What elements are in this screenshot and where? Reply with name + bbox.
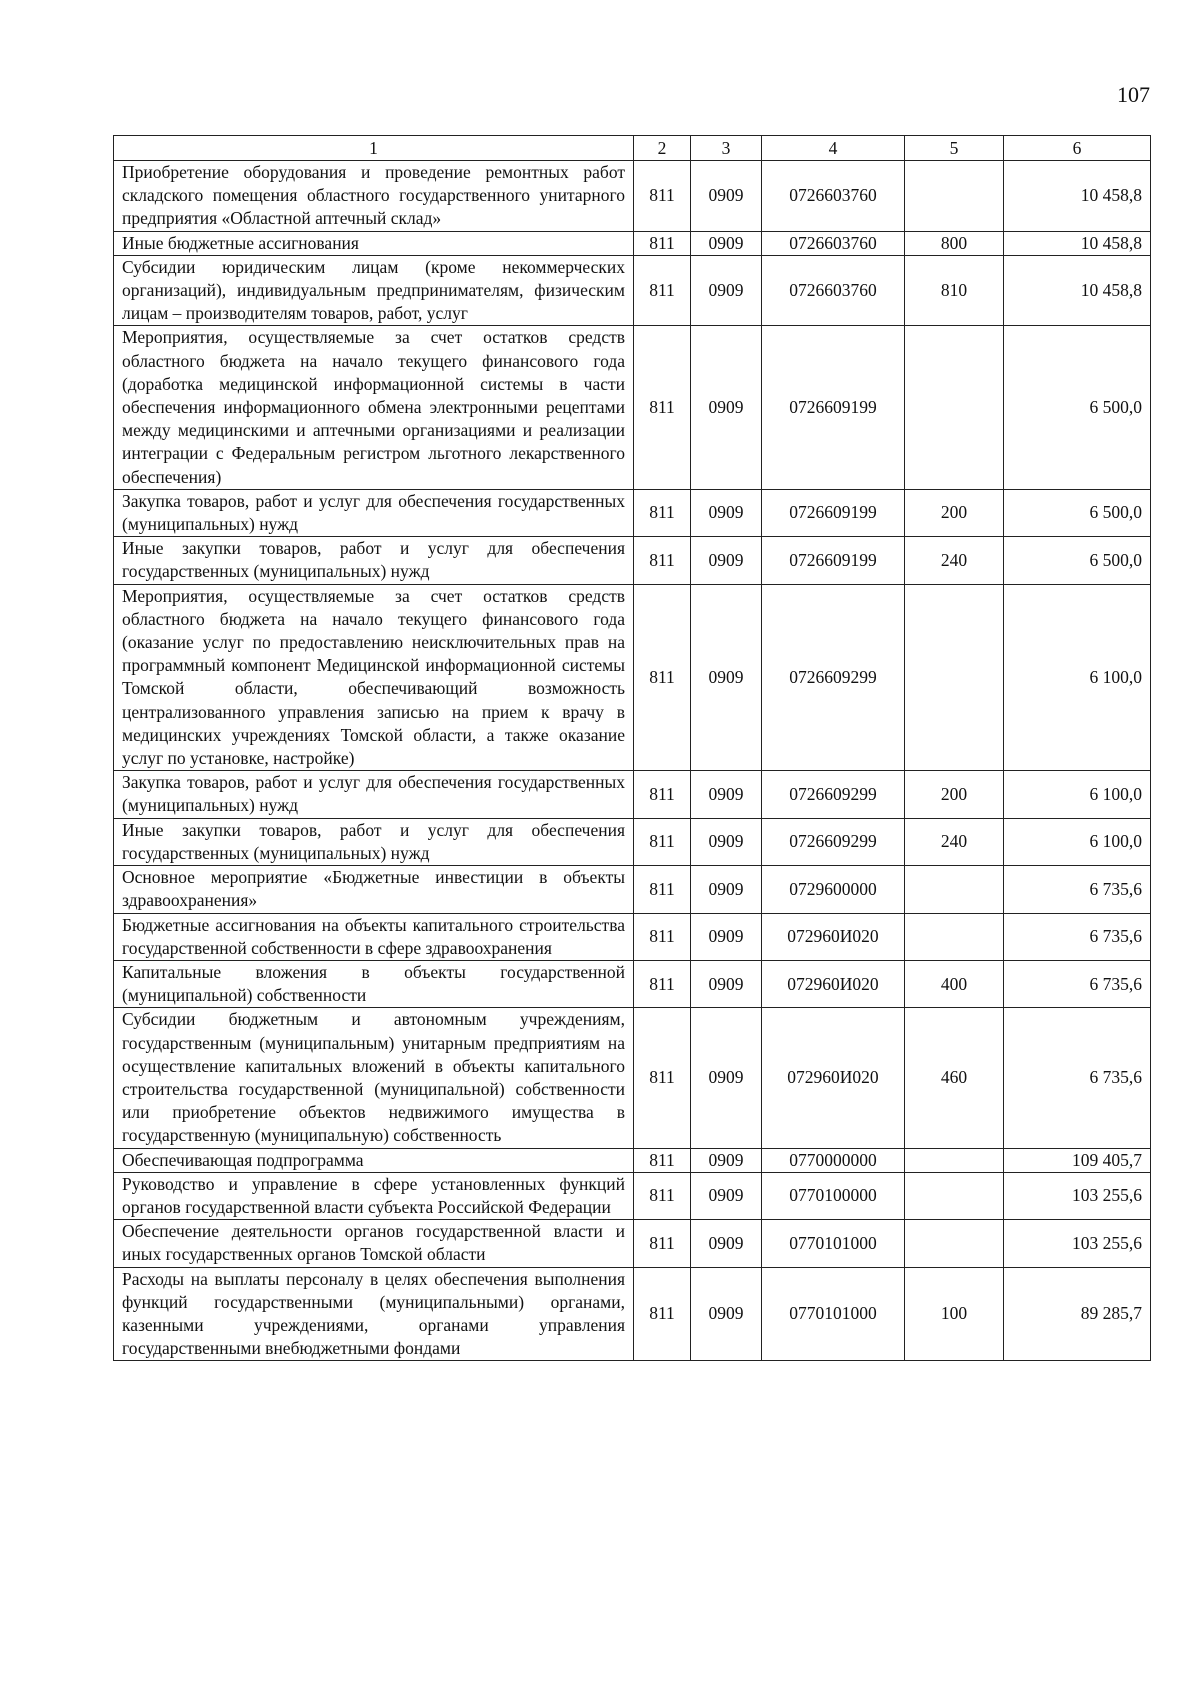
table-row bbox=[114, 537, 1151, 584]
row-ved: 811 bbox=[634, 960, 691, 1007]
row-name: Мероприятия, осуществляемые за счет остатков средств областного бюджета на начало текущего финансового года (доработка медицинской информационной системы в части обеспечения информационного обмена электронными рецептами между медицинскими и аптечными организациями и реализации интеграции с Федеральным регистром льготного лекарственного обеспечения) bbox=[114, 326, 634, 489]
row-rz: 0909 bbox=[691, 489, 762, 536]
header-col-5: 5 bbox=[905, 136, 1004, 161]
table-row bbox=[114, 1220, 1151, 1267]
row-name: Иные закупки товаров, работ и услуг для обеспечения государственных (муниципальных) нужд bbox=[114, 818, 634, 865]
row-name: Приобретение оборудования и проведение ремонтных работ складского помещения областного государственного унитарного предприятия «Областной аптечный склад» bbox=[114, 161, 634, 232]
row-vr: 200 bbox=[905, 489, 1004, 536]
table-row bbox=[114, 584, 1151, 771]
row-ved: 811 bbox=[634, 771, 691, 818]
row-vr: 460 bbox=[905, 1008, 1004, 1148]
row-ved: 811 bbox=[634, 1267, 691, 1361]
row-rz: 0909 bbox=[691, 913, 762, 960]
table-row bbox=[114, 1008, 1151, 1148]
row-csr: 0770101000 bbox=[762, 1220, 905, 1267]
row-ved: 811 bbox=[634, 1148, 691, 1172]
table-row bbox=[114, 255, 1151, 326]
row-vr bbox=[905, 866, 1004, 913]
row-ved: 811 bbox=[634, 537, 691, 584]
row-sum: 89 285,7 bbox=[1004, 1267, 1151, 1361]
row-sum: 109 405,7 bbox=[1004, 1148, 1151, 1172]
row-name: Обеспечивающая подпрограмма bbox=[114, 1148, 634, 1172]
row-ved: 811 bbox=[634, 1172, 691, 1219]
row-sum: 6 100,0 bbox=[1004, 584, 1151, 771]
row-vr bbox=[905, 1220, 1004, 1267]
row-ved: 811 bbox=[634, 818, 691, 865]
row-ved: 811 bbox=[634, 161, 691, 232]
row-name: Бюджетные ассигнования на объекты капитального строительства государственной собственности в сфере здравоохранения bbox=[114, 913, 634, 960]
row-rz: 0909 bbox=[691, 960, 762, 1007]
row-vr: 800 bbox=[905, 231, 1004, 255]
row-name: Иные бюджетные ассигнования bbox=[114, 231, 634, 255]
header-col-6: 6 bbox=[1004, 136, 1151, 161]
row-vr: 240 bbox=[905, 537, 1004, 584]
row-csr: 072960И020 bbox=[762, 1008, 905, 1148]
row-sum: 10 458,8 bbox=[1004, 255, 1151, 326]
row-csr: 0726603760 bbox=[762, 161, 905, 232]
header-col-1: 1 bbox=[114, 136, 634, 161]
row-ved: 811 bbox=[634, 255, 691, 326]
row-rz: 0909 bbox=[691, 255, 762, 326]
row-ved: 811 bbox=[634, 231, 691, 255]
row-sum: 6 735,6 bbox=[1004, 866, 1151, 913]
row-name: Субсидии бюджетным и автономным учреждениям, государственным (муниципальным) унитарным предприятиям на осуществление капитальных вложений в объекты капитального строительства государственной (муниципальной) собственности или приобретение объектов недвижимого имущества в государственную (муниципальную) собственность bbox=[114, 1008, 634, 1148]
row-sum: 6 500,0 bbox=[1004, 489, 1151, 536]
row-csr: 072960И020 bbox=[762, 913, 905, 960]
row-csr: 0726609299 bbox=[762, 818, 905, 865]
row-csr: 0726609299 bbox=[762, 771, 905, 818]
page-number: 107 bbox=[1117, 82, 1150, 107]
row-vr bbox=[905, 326, 1004, 489]
header-col-4: 4 bbox=[762, 136, 905, 161]
row-csr: 0770100000 bbox=[762, 1172, 905, 1219]
row-csr: 0726609199 bbox=[762, 537, 905, 584]
row-rz: 0909 bbox=[691, 818, 762, 865]
row-sum: 103 255,6 bbox=[1004, 1220, 1151, 1267]
row-csr: 0726603760 bbox=[762, 231, 905, 255]
row-ved: 811 bbox=[634, 1220, 691, 1267]
budget-table bbox=[113, 135, 1151, 1361]
table-row bbox=[114, 161, 1151, 232]
row-name: Закупка товаров, работ и услуг для обеспечения государственных (муниципальных) нужд bbox=[114, 489, 634, 536]
row-ved: 811 bbox=[634, 584, 691, 771]
row-csr: 0770101000 bbox=[762, 1267, 905, 1361]
row-vr bbox=[905, 1172, 1004, 1219]
row-name: Расходы на выплаты персоналу в целях обеспечения выполнения функций государственными (муниципальными) органами, казенными учреждениями, органами управления государственными внебюджетными фондами bbox=[114, 1267, 634, 1361]
row-sum: 103 255,6 bbox=[1004, 1172, 1151, 1219]
row-ved: 811 bbox=[634, 913, 691, 960]
table-row bbox=[114, 326, 1151, 489]
row-sum: 6 735,6 bbox=[1004, 913, 1151, 960]
row-vr bbox=[905, 161, 1004, 232]
row-name: Капитальные вложения в объекты государственной (муниципальной) собственности bbox=[114, 960, 634, 1007]
row-csr: 0726603760 bbox=[762, 255, 905, 326]
table-row bbox=[114, 866, 1151, 913]
table-row bbox=[114, 489, 1151, 536]
row-vr: 810 bbox=[905, 255, 1004, 326]
table-row bbox=[114, 231, 1151, 255]
row-sum: 6 735,6 bbox=[1004, 960, 1151, 1007]
row-rz: 0909 bbox=[691, 1008, 762, 1148]
row-rz: 0909 bbox=[691, 1148, 762, 1172]
row-sum: 6 100,0 bbox=[1004, 818, 1151, 865]
row-sum: 6 100,0 bbox=[1004, 771, 1151, 818]
row-csr: 0726609299 bbox=[762, 584, 905, 771]
table-row bbox=[114, 818, 1151, 865]
header-col-3: 3 bbox=[691, 136, 762, 161]
row-rz: 0909 bbox=[691, 326, 762, 489]
row-rz: 0909 bbox=[691, 866, 762, 913]
row-rz: 0909 bbox=[691, 771, 762, 818]
table-row bbox=[114, 1172, 1151, 1219]
row-name: Основное мероприятие «Бюджетные инвестиции в объекты здравоохранения» bbox=[114, 866, 634, 913]
row-rz: 0909 bbox=[691, 1220, 762, 1267]
row-name: Иные закупки товаров, работ и услуг для обеспечения государственных (муниципальных) нужд bbox=[114, 537, 634, 584]
row-ved: 811 bbox=[634, 489, 691, 536]
row-rz: 0909 bbox=[691, 584, 762, 771]
row-name: Обеспечение деятельности органов государственной власти и иных государственных органов Томской области bbox=[114, 1220, 634, 1267]
row-csr: 0726609199 bbox=[762, 489, 905, 536]
table-row bbox=[114, 771, 1151, 818]
row-ved: 811 bbox=[634, 1008, 691, 1148]
row-ved: 811 bbox=[634, 866, 691, 913]
row-vr: 400 bbox=[905, 960, 1004, 1007]
header-col-2: 2 bbox=[634, 136, 691, 161]
row-ved: 811 bbox=[634, 326, 691, 489]
table-row bbox=[114, 1148, 1151, 1172]
row-sum: 6 500,0 bbox=[1004, 326, 1151, 489]
table-row bbox=[114, 913, 1151, 960]
table-row bbox=[114, 1267, 1151, 1361]
row-vr: 240 bbox=[905, 818, 1004, 865]
row-csr: 072960И020 bbox=[762, 960, 905, 1007]
row-csr: 0729600000 bbox=[762, 866, 905, 913]
table-row bbox=[114, 960, 1151, 1007]
row-vr bbox=[905, 1148, 1004, 1172]
row-sum: 6 735,6 bbox=[1004, 1008, 1151, 1148]
row-vr: 200 bbox=[905, 771, 1004, 818]
row-name: Субсидии юридическим лицам (кроме некоммерческих организаций), индивидуальным предпринимателям, физическим лицам – производителям товаров, работ, услуг bbox=[114, 255, 634, 326]
row-sum: 10 458,8 bbox=[1004, 231, 1151, 255]
row-rz: 0909 bbox=[691, 231, 762, 255]
row-vr: 100 bbox=[905, 1267, 1004, 1361]
row-rz: 0909 bbox=[691, 1267, 762, 1361]
row-csr: 0726609199 bbox=[762, 326, 905, 489]
row-name: Закупка товаров, работ и услуг для обеспечения государственных (муниципальных) нужд bbox=[114, 771, 634, 818]
row-name: Мероприятия, осуществляемые за счет остатков средств областного бюджета на начало текущего финансового года (оказание услуг по предоставлению неисключительных прав на программный компонент Медицинской информационной системы Томской области, обеспечивающий возможность централизованного управления записью на прием к врачу в медицинских учреждениях Томской области, а также оказание услуг по установке, настройке) bbox=[114, 584, 634, 771]
row-vr bbox=[905, 584, 1004, 771]
row-rz: 0909 bbox=[691, 161, 762, 232]
row-csr: 0770000000 bbox=[762, 1148, 905, 1172]
row-sum: 10 458,8 bbox=[1004, 161, 1151, 232]
row-rz: 0909 bbox=[691, 537, 762, 584]
row-rz: 0909 bbox=[691, 1172, 762, 1219]
row-vr bbox=[905, 913, 1004, 960]
row-name: Руководство и управление в сфере установленных функций органов государственной власти субъекта Российской Федерации bbox=[114, 1172, 634, 1219]
row-sum: 6 500,0 bbox=[1004, 537, 1151, 584]
header-row bbox=[114, 136, 1151, 161]
